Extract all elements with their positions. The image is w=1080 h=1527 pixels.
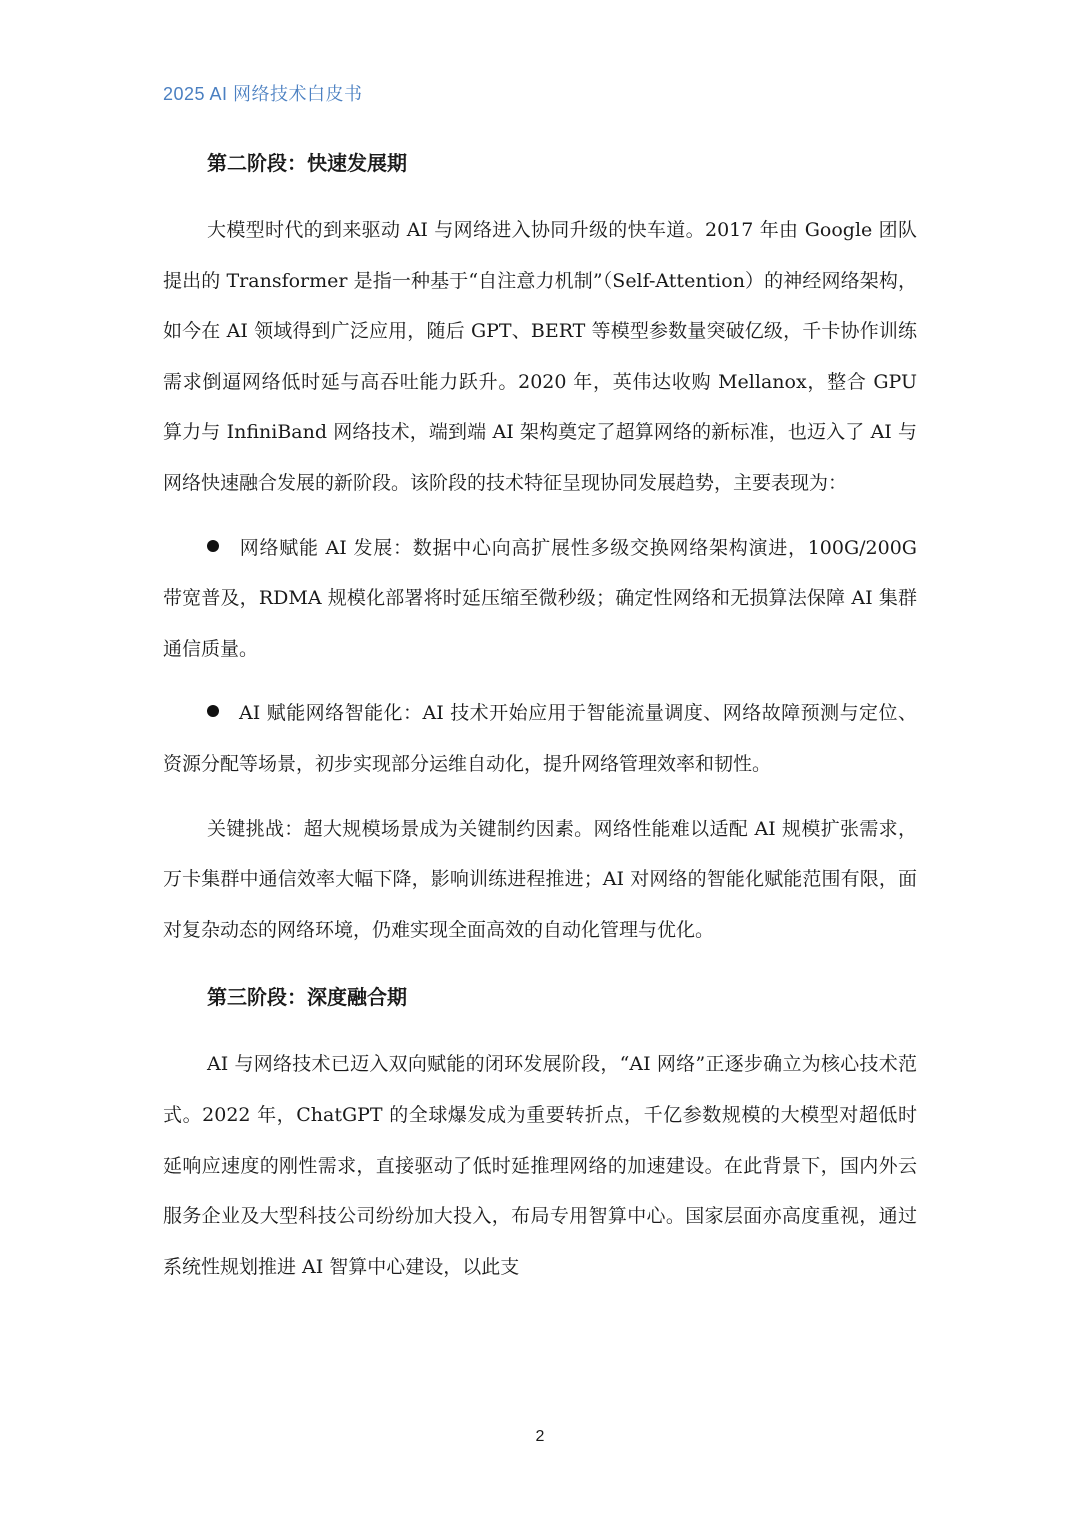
bullet-text: 网络赋能 AI 发展：数据中心向高扩展性多级交换网络架构演进，100G/200G 带宽普及，RDMA 规模化部署将时延压缩至微秒级；确定性网络和无损算法保障 AI 集群通信质量。	[163, 536, 917, 660]
paragraph-stage2-challenge: 关键挑战：超大规模场景成为关键制约因素。网络性能难以适配 AI 规模扩张需求，万卡集群中通信效率大幅下降，影响训练进程推进；AI 对网络的智能化赋能范围有限，面对复杂动态的网络环境，仍难实现全面高效的自动化管理与优化。	[163, 817, 917, 941]
bullet-dot-icon	[207, 705, 219, 717]
running-header: 2025 AI 网络技术白皮书	[163, 84, 363, 104]
page-number: 2	[535, 1428, 545, 1445]
bullet-dot-icon	[207, 540, 219, 552]
paragraph-stage3-intro: AI 与网络技术已迈入双向赋能的闭环发展阶段，“AI 网络”正逐步确立为核心技术范式。2022 年，ChatGPT 的全球爆发成为重要转折点，千亿参数规模的大模型对超低时延响应速度的刚性需求，直接驱动了低时延推理网络的加速建设。在此背景下，国内外云服务企业及大型科技公司纷纷加大投入，布局专用智算中心。国家层面亦高度重视，通过系统性规划推进 AI 智算中心建设，以此支	[163, 1053, 917, 1278]
bullet-item-network-empowers-ai	[163, 523, 917, 675]
section-heading-stage2: 第二阶段：快速发展期	[207, 151, 407, 175]
bullet-text: AI 赋能网络智能化：AI 技术开始应用于智能流量调度、网络故障预测与定位、资源分配等场景，初步实现部分运维自动化，提升网络管理效率和韧性。	[163, 702, 917, 775]
paragraph-stage2-intro: 大模型时代的到来驱动 AI 与网络进入协同升级的快车道。2017 年由 Google 团队提出的 Transformer 是指一种基于“自注意力机制”（Self-Attention）的神经网络架构，如今在 AI 领域得到广泛应用，随后 GPT、BERT 等模型参数量突破亿级，千卡协作训练需求倒逼网络低时延与高吞吐能力跃升。2020 年，英伟达收购 Mellanox，整合 GPU 算力与 InfiniBand 网络技术，端到端 AI 架构奠定了超算网络的新标准，也迈入了 AI 与网络快速融合发展的新阶段。该阶段的技术特征呈现协同发展趋势，主要表现为：	[163, 219, 917, 494]
section-heading-stage3: 第三阶段：深度融合期	[207, 985, 407, 1010]
bullet-item-ai-empowers-network	[163, 688, 917, 789]
page-body	[163, 145, 917, 1292]
